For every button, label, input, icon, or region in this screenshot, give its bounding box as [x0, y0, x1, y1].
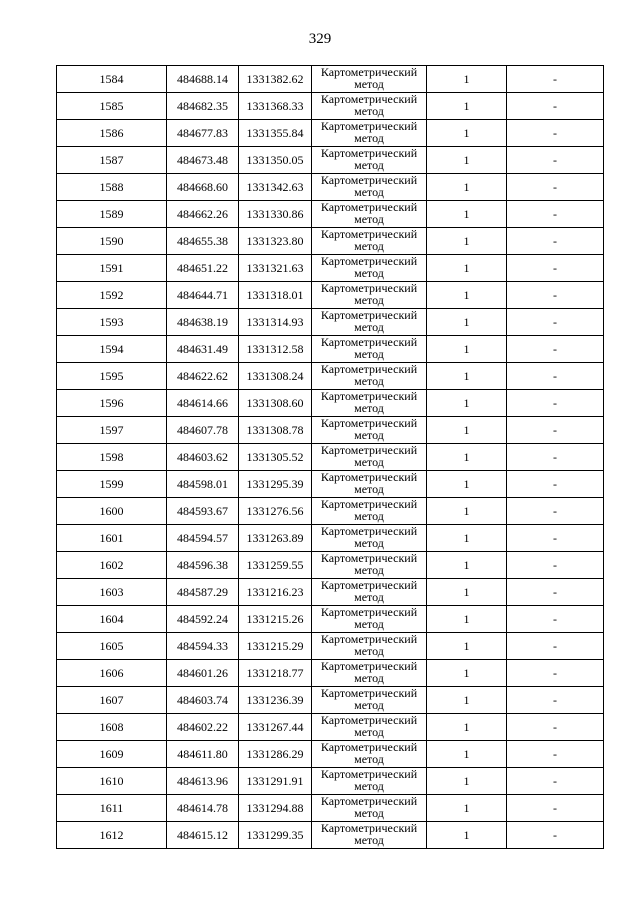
method-cell — [312, 174, 427, 201]
y-coordinate-cell: 1331299.35 — [239, 822, 312, 849]
note-cell: - — [507, 606, 604, 633]
table-row — [57, 741, 604, 768]
method-label: Картометрический метод — [320, 687, 418, 712]
method-label: Картометрический метод — [320, 579, 418, 604]
table-row — [57, 282, 604, 309]
method-label: Картометрический метод — [320, 498, 418, 523]
point-number-cell: 1587 — [57, 147, 167, 174]
y-coordinate-cell: 1331342.63 — [239, 174, 312, 201]
accuracy-cell: 1 — [427, 552, 507, 579]
note-cell: - — [507, 228, 604, 255]
x-coordinate-cell: 484677.83 — [167, 120, 239, 147]
page-number: 329 — [308, 31, 332, 47]
x-coordinate-cell: 484611.80 — [167, 741, 239, 768]
method-cell — [312, 201, 427, 228]
method-cell — [312, 768, 427, 795]
accuracy-cell: 1 — [427, 741, 507, 768]
y-coordinate-cell: 1331294.88 — [239, 795, 312, 822]
x-coordinate-cell: 484594.33 — [167, 633, 239, 660]
method-label: Картометрический метод — [320, 822, 418, 847]
table-row — [57, 687, 604, 714]
method-label: Картометрический метод — [320, 282, 418, 307]
table-row — [57, 768, 604, 795]
y-coordinate-cell: 1331295.39 — [239, 471, 312, 498]
method-label: Картометрический метод — [320, 768, 418, 793]
y-coordinate-cell: 1331308.24 — [239, 363, 312, 390]
method-label: Картометрический метод — [320, 174, 418, 199]
method-label: Картометрический метод — [320, 525, 418, 550]
note-cell: - — [507, 633, 604, 660]
x-coordinate-cell: 484682.35 — [167, 93, 239, 120]
point-number-cell: 1610 — [57, 768, 167, 795]
method-label: Картометрический метод — [320, 228, 418, 253]
y-coordinate-cell: 1331291.91 — [239, 768, 312, 795]
accuracy-cell: 1 — [427, 633, 507, 660]
method-cell — [312, 390, 427, 417]
x-coordinate-cell: 484594.57 — [167, 525, 239, 552]
note-cell: - — [507, 417, 604, 444]
note-cell: - — [507, 174, 604, 201]
point-number-cell: 1590 — [57, 228, 167, 255]
accuracy-cell: 1 — [427, 336, 507, 363]
method-label: Картометрический метод — [320, 201, 418, 226]
method-cell — [312, 687, 427, 714]
note-cell: - — [507, 66, 604, 93]
accuracy-cell: 1 — [427, 822, 507, 849]
point-number-cell: 1599 — [57, 471, 167, 498]
note-cell: - — [507, 336, 604, 363]
x-coordinate-cell: 484631.49 — [167, 336, 239, 363]
x-coordinate-cell: 484603.62 — [167, 444, 239, 471]
x-coordinate-cell: 484596.38 — [167, 552, 239, 579]
point-number-cell: 1602 — [57, 552, 167, 579]
accuracy-cell: 1 — [427, 228, 507, 255]
y-coordinate-cell: 1331216.23 — [239, 579, 312, 606]
accuracy-cell: 1 — [427, 444, 507, 471]
note-cell: - — [507, 93, 604, 120]
method-label: Картометрический метод — [320, 444, 418, 469]
x-coordinate-cell: 484587.29 — [167, 579, 239, 606]
method-cell — [312, 309, 427, 336]
note-cell: - — [507, 255, 604, 282]
method-label: Картометрический метод — [320, 633, 418, 658]
point-number-cell: 1589 — [57, 201, 167, 228]
note-cell: - — [507, 660, 604, 687]
y-coordinate-cell: 1331218.77 — [239, 660, 312, 687]
method-cell — [312, 714, 427, 741]
y-coordinate-cell: 1331267.44 — [239, 714, 312, 741]
accuracy-cell: 1 — [427, 255, 507, 282]
coordinates-table-body — [57, 66, 604, 849]
accuracy-cell: 1 — [427, 795, 507, 822]
y-coordinate-cell: 1331276.56 — [239, 498, 312, 525]
point-number-cell: 1611 — [57, 795, 167, 822]
note-cell: - — [507, 147, 604, 174]
point-number-cell: 1591 — [57, 255, 167, 282]
x-coordinate-cell: 484592.24 — [167, 606, 239, 633]
method-label: Картометрический метод — [320, 417, 418, 442]
accuracy-cell: 1 — [427, 660, 507, 687]
y-coordinate-cell: 1331382.62 — [239, 66, 312, 93]
point-number-cell: 1608 — [57, 714, 167, 741]
y-coordinate-cell: 1331308.60 — [239, 390, 312, 417]
y-coordinate-cell: 1331314.93 — [239, 309, 312, 336]
note-cell: - — [507, 525, 604, 552]
note-cell: - — [507, 201, 604, 228]
method-label: Картометрический метод — [320, 660, 418, 685]
x-coordinate-cell: 484598.01 — [167, 471, 239, 498]
note-cell: - — [507, 444, 604, 471]
point-number-cell: 1584 — [57, 66, 167, 93]
point-number-cell: 1603 — [57, 579, 167, 606]
method-cell — [312, 660, 427, 687]
table-row — [57, 471, 604, 498]
method-label: Картометрический метод — [320, 606, 418, 631]
y-coordinate-cell: 1331368.33 — [239, 93, 312, 120]
table-row — [57, 552, 604, 579]
x-coordinate-cell: 484603.74 — [167, 687, 239, 714]
accuracy-cell: 1 — [427, 390, 507, 417]
y-coordinate-cell: 1331305.52 — [239, 444, 312, 471]
table-row — [57, 714, 604, 741]
method-label: Картометрический метод — [320, 147, 418, 172]
table-row — [57, 660, 604, 687]
point-number-cell: 1594 — [57, 336, 167, 363]
accuracy-cell: 1 — [427, 93, 507, 120]
method-label: Картометрический метод — [320, 309, 418, 334]
accuracy-cell: 1 — [427, 498, 507, 525]
accuracy-cell: 1 — [427, 768, 507, 795]
point-number-cell: 1601 — [57, 525, 167, 552]
y-coordinate-cell: 1331323.80 — [239, 228, 312, 255]
note-cell: - — [507, 822, 604, 849]
method-label: Картометрический метод — [320, 714, 418, 739]
x-coordinate-cell: 484602.22 — [167, 714, 239, 741]
accuracy-cell: 1 — [427, 66, 507, 93]
method-cell — [312, 147, 427, 174]
x-coordinate-cell: 484644.71 — [167, 282, 239, 309]
table-row — [57, 579, 604, 606]
method-label: Картометрический метод — [320, 120, 418, 145]
table-row — [57, 93, 604, 120]
method-label: Картометрический метод — [320, 795, 418, 820]
y-coordinate-cell: 1331350.05 — [239, 147, 312, 174]
x-coordinate-cell: 484607.78 — [167, 417, 239, 444]
accuracy-cell: 1 — [427, 120, 507, 147]
accuracy-cell: 1 — [427, 174, 507, 201]
method-cell — [312, 417, 427, 444]
note-cell: - — [507, 390, 604, 417]
point-number-cell: 1600 — [57, 498, 167, 525]
point-number-cell: 1598 — [57, 444, 167, 471]
point-number-cell: 1604 — [57, 606, 167, 633]
method-cell — [312, 552, 427, 579]
table-row — [57, 147, 604, 174]
y-coordinate-cell: 1331321.63 — [239, 255, 312, 282]
method-cell — [312, 444, 427, 471]
table-row — [57, 606, 604, 633]
method-cell — [312, 633, 427, 660]
y-coordinate-cell: 1331236.39 — [239, 687, 312, 714]
coordinates-table — [56, 65, 604, 849]
table-row — [57, 444, 604, 471]
table-row — [57, 498, 604, 525]
table-row — [57, 417, 604, 444]
method-cell — [312, 120, 427, 147]
y-coordinate-cell: 1331312.58 — [239, 336, 312, 363]
table-row — [57, 336, 604, 363]
method-cell — [312, 363, 427, 390]
note-cell: - — [507, 471, 604, 498]
table-row — [57, 255, 604, 282]
table-row — [57, 174, 604, 201]
table-row — [57, 633, 604, 660]
method-label: Картометрический метод — [320, 471, 418, 496]
x-coordinate-cell: 484662.26 — [167, 201, 239, 228]
method-label: Картометрический метод — [320, 93, 418, 118]
y-coordinate-cell: 1331308.78 — [239, 417, 312, 444]
accuracy-cell: 1 — [427, 606, 507, 633]
accuracy-cell: 1 — [427, 147, 507, 174]
accuracy-cell: 1 — [427, 714, 507, 741]
x-coordinate-cell: 484622.62 — [167, 363, 239, 390]
point-number-cell: 1607 — [57, 687, 167, 714]
x-coordinate-cell: 484614.66 — [167, 390, 239, 417]
table-row — [57, 795, 604, 822]
method-cell — [312, 579, 427, 606]
method-cell — [312, 525, 427, 552]
y-coordinate-cell: 1331259.55 — [239, 552, 312, 579]
x-coordinate-cell: 484613.96 — [167, 768, 239, 795]
y-coordinate-cell: 1331318.01 — [239, 282, 312, 309]
x-coordinate-cell: 484668.60 — [167, 174, 239, 201]
accuracy-cell: 1 — [427, 471, 507, 498]
accuracy-cell: 1 — [427, 282, 507, 309]
y-coordinate-cell: 1331355.84 — [239, 120, 312, 147]
point-number-cell: 1595 — [57, 363, 167, 390]
point-number-cell: 1592 — [57, 282, 167, 309]
point-number-cell: 1593 — [57, 309, 167, 336]
note-cell: - — [507, 363, 604, 390]
point-number-cell: 1597 — [57, 417, 167, 444]
x-coordinate-cell: 484655.38 — [167, 228, 239, 255]
note-cell: - — [507, 795, 604, 822]
x-coordinate-cell: 484593.67 — [167, 498, 239, 525]
method-cell — [312, 336, 427, 363]
note-cell: - — [507, 741, 604, 768]
method-label: Картометрический метод — [320, 363, 418, 388]
point-number-cell: 1605 — [57, 633, 167, 660]
note-cell: - — [507, 714, 604, 741]
accuracy-cell: 1 — [427, 201, 507, 228]
method-label: Картометрический метод — [320, 552, 418, 577]
note-cell: - — [507, 498, 604, 525]
y-coordinate-cell: 1331215.26 — [239, 606, 312, 633]
point-number-cell: 1606 — [57, 660, 167, 687]
x-coordinate-cell: 484601.26 — [167, 660, 239, 687]
note-cell: - — [507, 687, 604, 714]
x-coordinate-cell: 484638.19 — [167, 309, 239, 336]
accuracy-cell: 1 — [427, 309, 507, 336]
note-cell: - — [507, 768, 604, 795]
table-row — [57, 822, 604, 849]
method-cell — [312, 795, 427, 822]
point-number-cell: 1612 — [57, 822, 167, 849]
method-cell — [312, 66, 427, 93]
note-cell: - — [507, 309, 604, 336]
method-label: Картометрический метод — [320, 66, 418, 91]
accuracy-cell: 1 — [427, 525, 507, 552]
table-row — [57, 309, 604, 336]
x-coordinate-cell: 484614.78 — [167, 795, 239, 822]
note-cell: - — [507, 120, 604, 147]
accuracy-cell: 1 — [427, 417, 507, 444]
table-row — [57, 120, 604, 147]
y-coordinate-cell: 1331263.89 — [239, 525, 312, 552]
method-cell — [312, 282, 427, 309]
method-cell — [312, 741, 427, 768]
table-row — [57, 66, 604, 93]
point-number-cell: 1609 — [57, 741, 167, 768]
table-row — [57, 525, 604, 552]
method-label: Картометрический метод — [320, 741, 418, 766]
method-cell — [312, 93, 427, 120]
y-coordinate-cell: 1331286.29 — [239, 741, 312, 768]
y-coordinate-cell: 1331330.86 — [239, 201, 312, 228]
point-number-cell: 1596 — [57, 390, 167, 417]
x-coordinate-cell: 484688.14 — [167, 66, 239, 93]
note-cell: - — [507, 552, 604, 579]
y-coordinate-cell: 1331215.29 — [239, 633, 312, 660]
method-label: Картометрический метод — [320, 255, 418, 280]
method-label: Картометрический метод — [320, 336, 418, 361]
point-number-cell: 1588 — [57, 174, 167, 201]
accuracy-cell: 1 — [427, 687, 507, 714]
note-cell: - — [507, 282, 604, 309]
note-cell: - — [507, 579, 604, 606]
x-coordinate-cell: 484615.12 — [167, 822, 239, 849]
accuracy-cell: 1 — [427, 363, 507, 390]
method-cell — [312, 255, 427, 282]
table-row — [57, 390, 604, 417]
point-number-cell: 1586 — [57, 120, 167, 147]
accuracy-cell: 1 — [427, 579, 507, 606]
method-cell — [312, 228, 427, 255]
x-coordinate-cell: 484651.22 — [167, 255, 239, 282]
table-row — [57, 363, 604, 390]
method-label: Картометрический метод — [320, 390, 418, 415]
method-cell — [312, 822, 427, 849]
method-cell — [312, 471, 427, 498]
method-cell — [312, 606, 427, 633]
table-row — [57, 228, 604, 255]
x-coordinate-cell: 484673.48 — [167, 147, 239, 174]
method-cell — [312, 498, 427, 525]
point-number-cell: 1585 — [57, 93, 167, 120]
table-row — [57, 201, 604, 228]
